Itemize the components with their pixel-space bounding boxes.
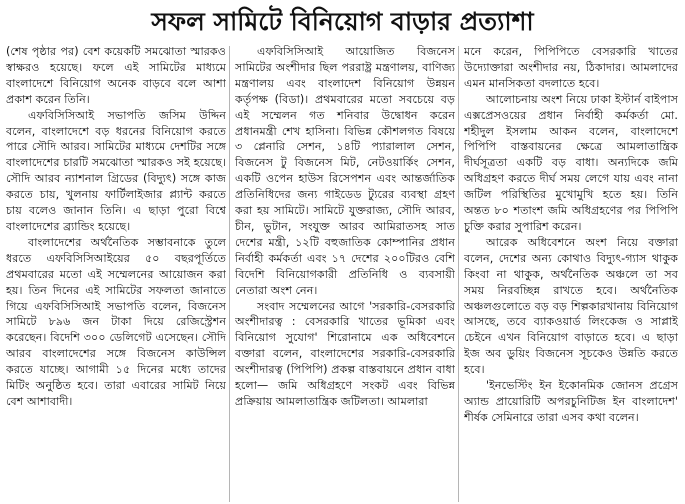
paragraph: বাংলাদেশের অর্থনৈতিক সম্ভাবনাকে তুলে ধরতে এফবিসিসিআইয়ের ৫০ বছরপূর্তিতে প্রথমবারের মতো এই সম্মেলনের আয়োজন করা হয়। তিন দিনের এই সামিটের সফলতা জানাতে গিয়ে এফবিসিসিআই সভাপতি বলেন, বিজনেস সামিটে ৮৯৬ জন টাকা দিয়ে রেজিস্ট্রেশন করেছেন। বিদেশি ৩০০ ডেলিগেট এসেছেন। সৌদি আরব বাংলাদেশের সঙ্গে বিজনেস কাউন্সিল করতে যাচ্ছে। আগামী ১৫ দিনের মধ্যে তাদের মিটিং অনুষ্ঠিত হবে। তারা এবারের সামিট নিয়ে বেশ আশাবাদী। bbox=[6, 235, 226, 408]
column-divider bbox=[458, 46, 459, 502]
paragraph: আলোচনায় অংশ নিয়ে ঢাকা ইস্টার্ন বাইপাস এক্সপ্রেসওয়ের প্রধান নির্বাহী কর্মকর্তা মো. শহীদুল ইসলাম আকন বলেন, বাংলাদেশে পিপিপি বাস্তবায়নের ক্ষেত্রে আমলাতান্ত্রিক দীর্ঘসূত্রতা একটি বড় বাধা। অন্যদিকে জমি অধিগ্রহণ করতে দীর্ঘ সময় লেগে যায় এবং নানা জটিল পরিস্থিতির মুখোমুখি হতে হয়। তিনি অন্তত ৮০ শতাংশ জমি অধিগ্রহণের পর পিপিপি চুক্তি করার সুপারিশ করেন। bbox=[464, 92, 678, 233]
paragraph: 'ইনভেস্টিং ইন ইকোনমিক জোনস প্রগ্রেস অ্যান্ড প্রায়োরিটি অপরচুনিটিজ ইন বাংলাদেশ' শীর্ষক সেমিনারে তারা এসব কথা বলেন। bbox=[464, 379, 678, 424]
paragraph: এফবিসিসিআই সভাপতি জসিম উদ্দিন বলেন, বাংলাদেশে বড় ধরনের বিনিয়োগ করতে পারে সৌদি আরব। সামিটের মাধ্যমে দেশটির সঙ্গে বাংলাদেশের চারটি সমঝোতা স্মারকও সই হয়েছে। সৌদি আরব ন্যাশনাল গ্রিডের (বিদ্যুৎ) সঙ্গে কাজ করতে চায়, খুলনায় ফার্টিলাইজার প্ল্যান্ট করতে চায় বলেও জানান তিনি। এ ছাড়া পুরো বিশ্বে বাংলাদেশের ব্র্যান্ডিং হয়েছে। bbox=[6, 108, 226, 233]
paragraph: আরেক অধিবেশনে অংশ নিয়ে বক্তারা বলেন, দেশের অন্য কোথাও বিদ্যুৎ-গ্যাস থাকুক কিংবা না থাকুক, অর্থনৈতিক অঞ্চলে তা সব সময় নিরবচ্ছিন্ন রাখতে হবে। অর্থনৈতিক অঞ্চলগুলোতে বড় বড় শিল্পকারখানায় বিনিয়োগ আসছে, তবে ব্যাকওয়ার্ড লিংকেজ ও সাপ্লাই চেইনে এখন বিনিয়োগ বাড়াতে হবে। এ ছাড়া ইজ অব ডুয়িং বিজনেস সূচকেও উন্নতি করতে হবে। bbox=[464, 235, 678, 377]
column-divider bbox=[229, 46, 230, 502]
paragraph: এফবিসিসিআই আয়োজিত বিজনেস সামিটের অংশীদার ছিল পররাষ্ট্র মন্ত্রণালয়, বাণিজ্য মন্ত্রণালয় এবং বাংলাদেশ বিনিয়োগ উন্নয়ন কর্তৃপক্ষ (বিডা)। প্রথমবারের মতো সবচেয়ে বড় এই সম্মেলন গত শনিবার উদ্বোধন করেন প্রধানমন্ত্রী শেখ হাসিনা। বিভিন্ন কৌশলগত বিষয়ে ৩ প্লেনারি সেশন, ১৪টি প্যারালাল সেশন, বিজনেস টু বিজনেস মিট, নেটওয়ার্কিং সেশন, একটি ওপেন হাউস রিসেপশন এবং আন্তর্জাতিক প্রতিনিধিদের জন্য গাইডেড ট্যুরের ব্যবস্থা গ্রহণ করা হয় সামিটে। সামিটে যুক্তরাজ্য, সৌদি আরব, চীন, ভুটান, সংযুক্ত আরব আমিরাতসহ সাত দেশের মন্ত্রী, ১২টি বহুজাতিক কোম্পানির প্রধান নির্বাহী কর্মকর্তা এবং ১৭ দেশের ২০০টিরও বেশি বিদেশি বিনিয়োগকারী প্রতিনিধি ও ব্যবসায়ী নেতারা অংশ নেন। bbox=[235, 45, 455, 297]
paragraph: সংবাদ সম্মেলনের আগে 'সরকারি-বেসরকারি অংশীদারত্ব : বেসরকারি খাতের ভূমিকা এবং বিনিয়োগ সুযোগ' শিরোনামে এক অধিবেশনে বক্তারা বলেন, বাংলাদেশের সরকারি-বেসরকারি অংশীদারত্ব (পিপিপি) প্রকল্প বাস্তবায়নে প্রধান বাধা হলো— জমি অধিগ্রহণে সংকট এবং বিভিন্ন প্রক্রিয়ায় আমলাতান্ত্রিক জটিলতা। আমলারা bbox=[235, 299, 455, 408]
paragraph: মনে করেন, পিপিপিতে বেসরকারি খাতের উদ্যোক্তারা অংশীদার নয়, ঠিকাদার। আমলাদের এমন মানসিকতা বদলাতে হবে। bbox=[464, 45, 678, 90]
article-column-1 bbox=[6, 44, 226, 502]
article-headline: সফল সামিটে বিনিয়োগ বাড়ার প্রত্যাশা bbox=[151, 7, 534, 36]
article-column-2 bbox=[235, 44, 455, 502]
paragraph: (শেষ পৃষ্ঠার পর) বেশ কয়েকটি সমঝোতা স্মারকও স্বাক্ষরও হয়েছে। ফলে এই সামিটের মাধ্যমে বাংলাদেশে বিনিয়োগ অনেক বাড়বে বলে আশা প্রকাশ করেন তিনি। bbox=[6, 45, 226, 106]
article-column-3 bbox=[464, 44, 678, 502]
